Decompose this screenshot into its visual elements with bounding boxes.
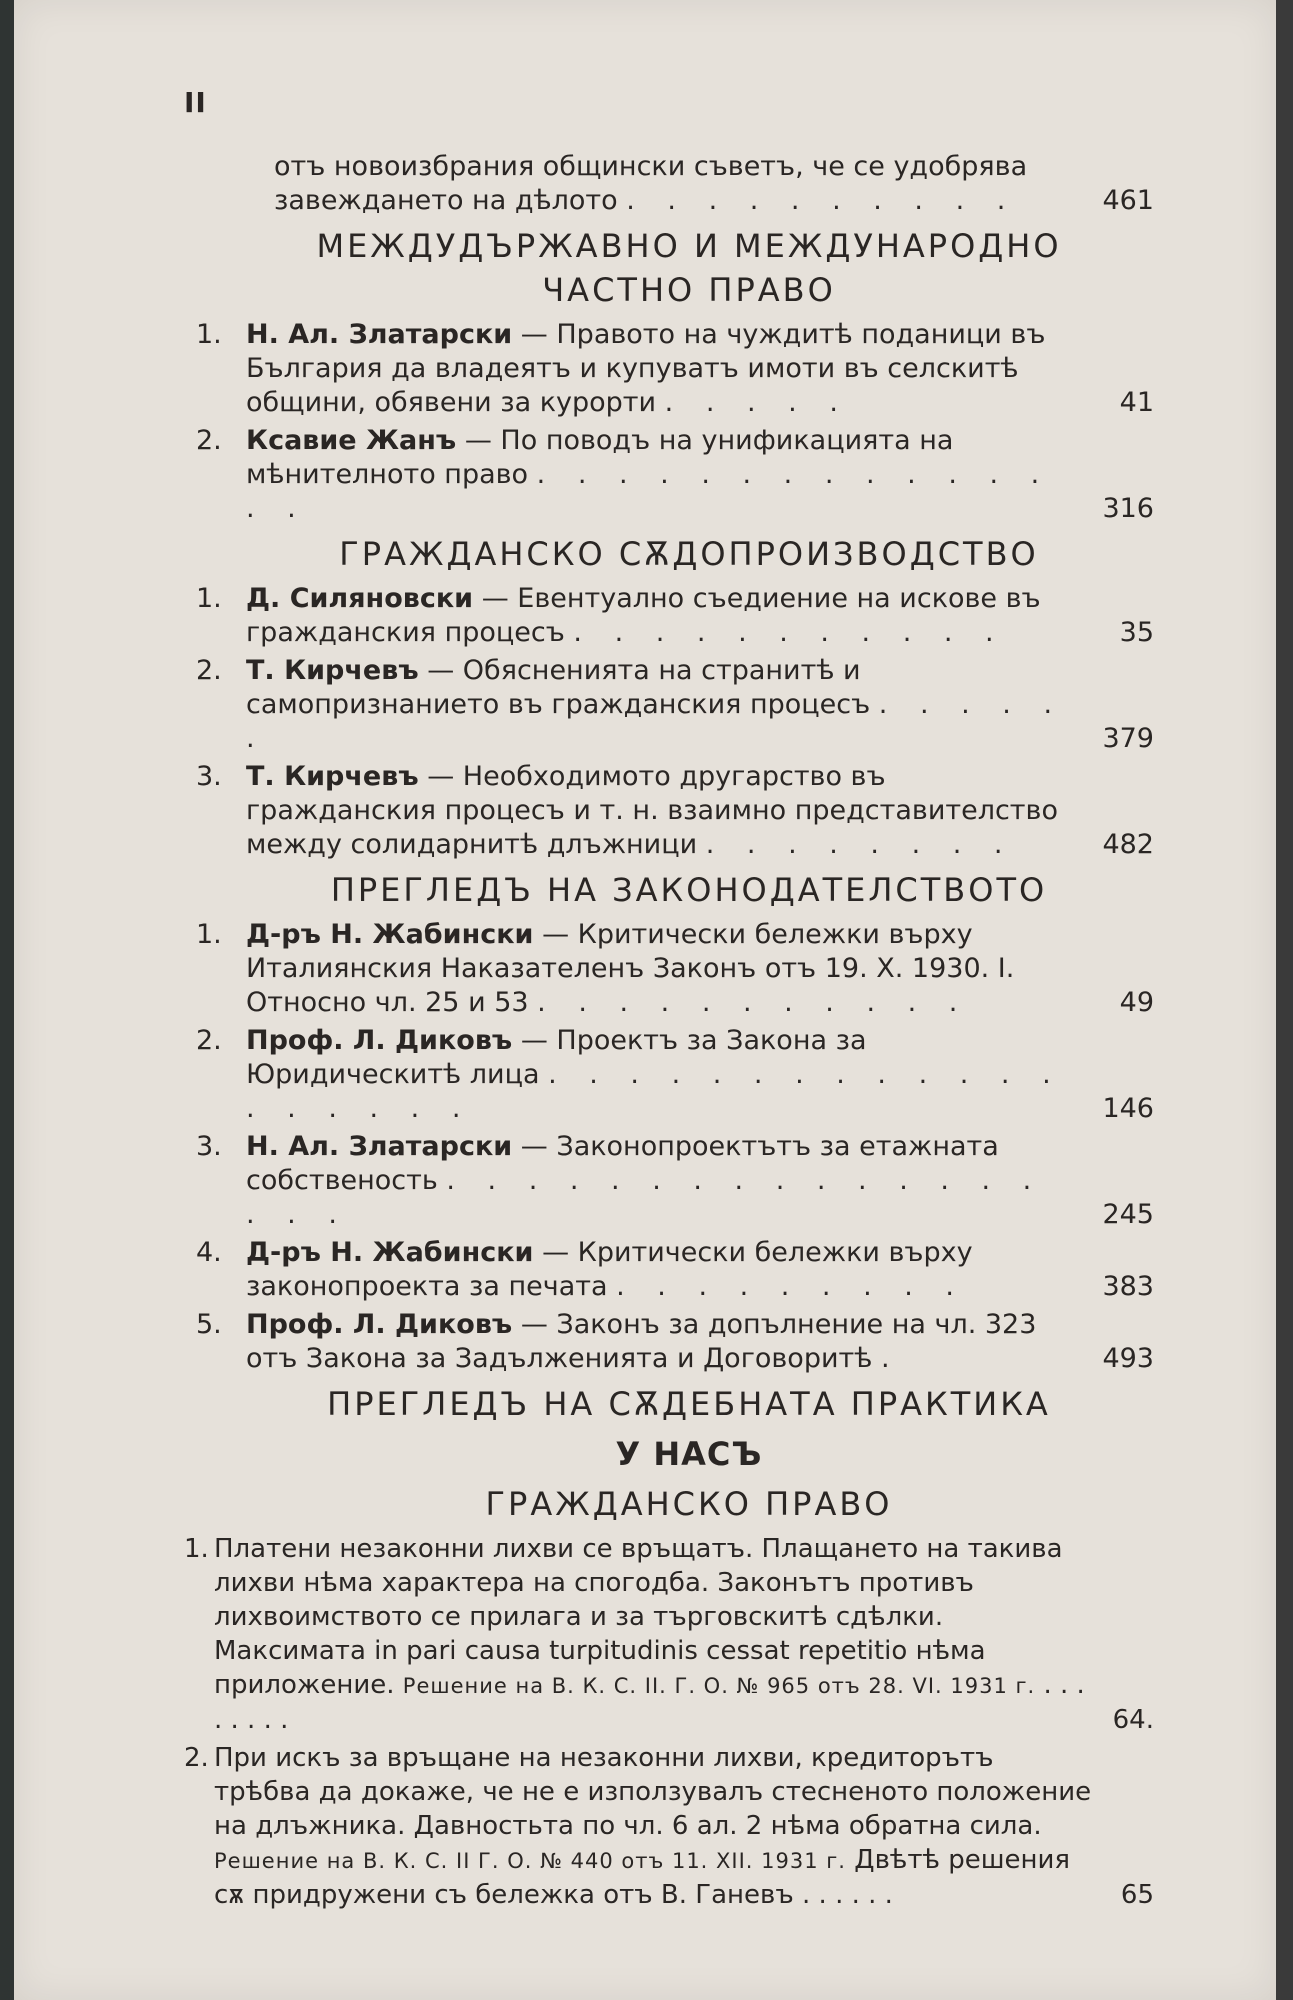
case-entry xyxy=(184,1532,1154,1737)
leader-dots: . . . . . . . . . . . . . . . . . . xyxy=(246,1165,1044,1230)
entry-number: 2. xyxy=(196,655,222,686)
section-heading-line: ПРЕГЛЕДЪ НА СѪДЕБНАТА ПРАКТИКА xyxy=(327,1385,1051,1423)
entry-number: 1. xyxy=(184,1534,209,1564)
entry-number: 4. xyxy=(196,1237,222,1268)
section-heading xyxy=(224,532,1154,576)
leader-dots: . . . . . . . . . . xyxy=(626,185,1018,216)
page-number: 316 xyxy=(1102,493,1154,524)
leader-dots: . . . . . . . . . . . xyxy=(573,617,1006,648)
entry-number: 2. xyxy=(196,425,222,456)
book-page xyxy=(14,0,1276,2000)
page-number: 49 xyxy=(1119,987,1154,1018)
entry-number: 3. xyxy=(196,761,222,792)
section-heading xyxy=(224,868,1154,912)
section-heading-line: ГРАЖДАНСКО СѪДОПРОИЗВОДСТВО xyxy=(339,535,1039,573)
entry-author: Т. Кирчевъ xyxy=(246,761,419,792)
toc-entry xyxy=(184,318,1154,420)
entry-author: Проф. Л. Диковъ xyxy=(246,1025,513,1056)
entry-title: — Обясненията на странитѣ и самопризнанието въ гражданския процесъ xyxy=(246,655,871,720)
toc-entry xyxy=(184,760,1154,862)
entry-number: 1. xyxy=(196,583,222,614)
toc-entry xyxy=(184,1130,1154,1232)
toc-entry xyxy=(184,1024,1154,1126)
entry-author: Д. Силяновски xyxy=(246,583,474,614)
entry-title: — Евентуално съедиение на искове въ гражданския процесъ xyxy=(246,583,1041,648)
leader-dots: . . . . . . . . xyxy=(705,829,1015,860)
leader-dots: . . . . . . xyxy=(246,689,1065,754)
toc-continuation-entry xyxy=(184,150,1154,218)
entry-author: Н. Ал. Златарски xyxy=(246,1131,513,1162)
entry-author: Т. Кирчевъ xyxy=(246,655,419,686)
entry-title: — Законъ за допълнение на чл. 323 отъ Закона за Задълженията и Договоритѣ xyxy=(246,1309,1037,1374)
subsection-heading: ГРАЖДАНСКО ПРАВО xyxy=(485,1485,893,1523)
entry-author: Д-ръ Н. Жабински xyxy=(246,919,534,950)
case-entry xyxy=(184,1741,1154,1912)
case-text: Платени незаконни лихви се връщатъ. Плащането на такива лихви нѣма характера на спогодба. Законътъ противъ лихвоимството се прилага и за търговскитѣ сдѣлки. Максимата in pari causa turpitudinis cessat repetitio нѣма приложение. xyxy=(214,1534,1063,1700)
entry-title: — Критически бележки върху Италиянския Наказателенъ Законъ отъ 19. X. 1930. I. Относно чл. 25 и 53 xyxy=(246,919,1015,1018)
entry-title: — По поводъ на унификацията на мѣнителното право xyxy=(246,425,954,490)
section-heading-line: МЕЖДУДЪРЖАВНО И МЕЖДУНАРОДНО xyxy=(316,227,1062,265)
subheading: У НАСЪ xyxy=(615,1435,763,1473)
section-heading xyxy=(224,224,1154,312)
leader-dots: . . . . . xyxy=(664,387,850,418)
page-number: 482 xyxy=(1102,829,1154,860)
entry-title: — Необходимото другарство въ гражданския процесъ и т. н. взаимно представителство между солидарнитѣ длъжници xyxy=(246,761,1058,860)
entry-number: 2. xyxy=(196,1025,222,1056)
page-number: 493 xyxy=(1102,1343,1154,1374)
entry-number: 1. xyxy=(196,319,222,350)
entry-author: Н. Ал. Златарски xyxy=(246,319,513,350)
book-spine-edge xyxy=(0,0,14,2000)
leader-dots: . . . . . . . . . . . xyxy=(537,987,970,1018)
page-number: 461 xyxy=(1102,185,1154,216)
page-number: 379 xyxy=(1102,723,1154,754)
entry-author: Проф. Л. Диковъ xyxy=(246,1309,513,1340)
toc-entry xyxy=(184,582,1154,650)
entry-title: — Проектъ за Закона за Юридическитѣ лица xyxy=(246,1025,867,1090)
entry-title: — Критически бележки върху законопроекта за печата xyxy=(246,1237,973,1302)
case-reference: Решение на В. К. С. II. Г. О. № 965 отъ 28. VI. 1931 г. xyxy=(402,1674,1036,1698)
toc-entry xyxy=(184,918,1154,1020)
toc-entry xyxy=(184,1308,1154,1376)
leader-dots: . . . . . . xyxy=(802,1880,893,1910)
toc-entry xyxy=(184,1236,1154,1304)
section-heading-line: ПРЕГЛЕДЪ НА ЗАКОНОДАТЕЛСТВОТО xyxy=(330,871,1048,909)
leader-dots: . . . . . . . . . xyxy=(616,1271,967,1302)
entry-author: Д-ръ Н. Жабински xyxy=(246,1237,534,1268)
case-text: При искъ за връщане на незаконни лихви, кредиторътъ трѣбва да докаже, че не е използувалъ стесненото положение на длъжника. Давностьта по чл. 6 ал. 2 нѣма обратна сила. xyxy=(214,1743,1092,1841)
entry-number: 1. xyxy=(196,919,222,950)
case-note: Двѣтѣ решения сѫ придружени съ бележка отъ В. Ганевъ xyxy=(214,1845,1071,1910)
case-reference: Решение на В. К. С. II Г. О. № 440 отъ 11. XII. 1931 г. xyxy=(214,1849,846,1873)
entry-number: 2. xyxy=(184,1743,209,1773)
toc-entry xyxy=(184,424,1154,526)
leader-dots: . . . . . . . . . . . . . . . xyxy=(246,459,1052,524)
leader-dots: . . . . . . . . . . . . . . . . . . . xyxy=(246,1059,1063,1124)
page-number: 383 xyxy=(1102,1271,1154,1302)
table-of-contents xyxy=(184,150,1154,1916)
page-number: 245 xyxy=(1102,1199,1154,1230)
section-heading-line: ЧАСТНО ПРАВО xyxy=(542,271,836,309)
page-number: 64. xyxy=(1112,1705,1154,1735)
entry-title: — Законопроектътъ за етажната собственость xyxy=(246,1131,999,1196)
page-number: 146 xyxy=(1102,1093,1154,1124)
section-heading xyxy=(224,1382,1154,1426)
entry-number: 5. xyxy=(196,1309,222,1340)
entry-author: Ксавие Жанъ xyxy=(246,425,457,456)
entry-title: — Правото на чуждитѣ поданици въ България да владеятъ и купуватъ имоти въ селскитѣ общини, обявени за курорти xyxy=(246,319,1046,418)
entry-number: 3. xyxy=(196,1131,222,1162)
page-number: 35 xyxy=(1119,617,1154,648)
entry-title: отъ новоизбрания общински съветъ, че се удобрява завеждането на дѣлото xyxy=(274,151,1028,216)
toc-entry xyxy=(184,654,1154,756)
page-folio: II xyxy=(184,86,207,119)
leader-dots: . . . . . . . . xyxy=(214,1670,1085,1735)
leader-dots: . xyxy=(880,1343,902,1374)
page-number: 41 xyxy=(1119,387,1154,418)
page-number: 65 xyxy=(1120,1880,1154,1910)
